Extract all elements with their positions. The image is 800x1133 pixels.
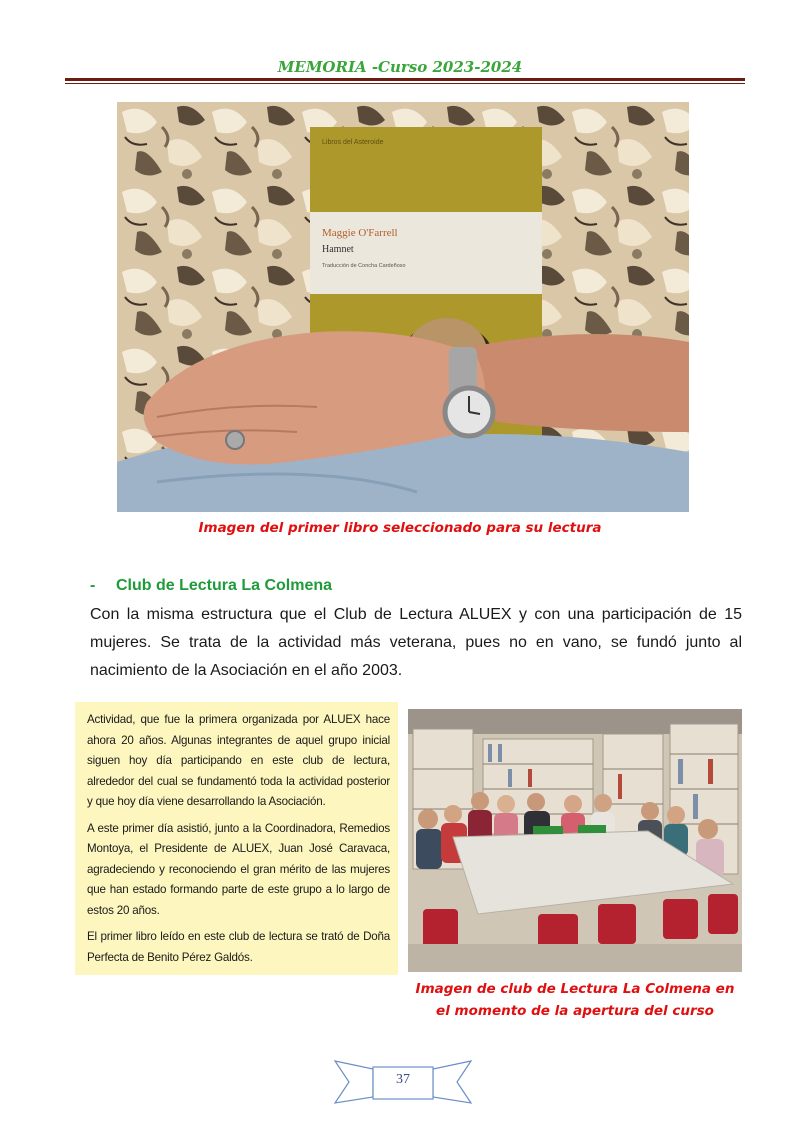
- header-rule-thin: [65, 83, 745, 84]
- svg-text:Hamnet: Hamnet: [322, 244, 354, 255]
- note-paragraph: El primer libro leído en este club de lectura se trató de Doña Perfecta de Benito Pérez Galdós.: [87, 930, 390, 964]
- section-heading: [90, 577, 332, 595]
- header-rule: [65, 78, 745, 81]
- club-meeting-photo: [408, 709, 742, 972]
- page-header-title: MEMORIA -Curso 2023-2024: [277, 58, 523, 76]
- section-heading-text: Club de Lectura La Colmena: [116, 577, 333, 594]
- note-paragraph: A este primer día asistió, junto a la Coordinadora, Remedios Montoya, el Presidente de ALUEX, Juan José Caravaca, agradeciendo y reconociendo el gran mérito de las mujeres que han estado formando parte de este grupo a lo largo de estos 20 años.: [87, 821, 390, 917]
- bullet-dash: -: [90, 577, 96, 594]
- svg-text:Traducción de Concha Cardeñoso: Traducción de Concha Cardeñoso: [322, 263, 406, 269]
- book-photo: [117, 102, 689, 512]
- highlight-note-box: [75, 702, 398, 975]
- note-paragraph: Actividad, que fue la primera organizada por ALUEX hace ahora 20 años. Algunas integrantes de aquel grupo inicial siguen hoy día participando en este club de lectura, alrededor del cual se fundamentó toda la actividad posterior y que hoy día viene desarrollando la Asociación.: [87, 713, 390, 808]
- page-number: 37: [396, 1072, 410, 1087]
- figure-caption: [408, 978, 742, 1022]
- svg-text:Maggie O'Farrell: Maggie O'Farrell: [322, 227, 398, 239]
- svg-text:Libros del Asteroide: Libros del Asteroide: [322, 139, 384, 146]
- caption-line: el momento de la apertura del curso: [436, 1003, 714, 1019]
- caption-line: Imagen de club de Lectura La Colmena en: [415, 981, 735, 997]
- figure-caption: Imagen del primer libro seleccionado para su lectura: [198, 520, 602, 536]
- section-paragraph: Con la misma estructura que el Club de Lectura ALUEX y con una participación de 15 mujeres. Se trata de la actividad más veterana, pues no en vano, se fundó junto al nacimiento de la Asociación en el año 2003.: [90, 606, 742, 679]
